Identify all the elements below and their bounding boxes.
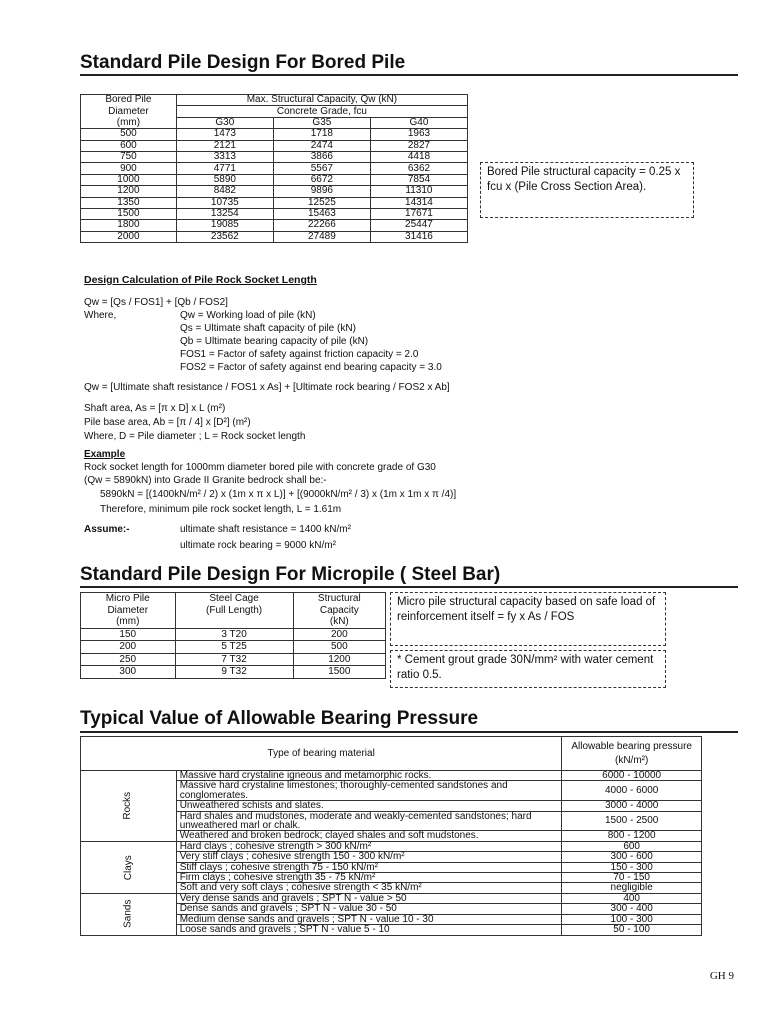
- table-cell: 150: [81, 628, 176, 641]
- table-row: [81, 140, 468, 151]
- table-cell: 750: [81, 151, 177, 162]
- table-cell: 5890: [176, 174, 273, 185]
- value-cell: 100 - 300: [562, 914, 702, 924]
- example-result: Therefore, minimum pile rock socket length, L = 1.61m: [100, 504, 342, 515]
- definition: FOS2 = Factor of safety against end bearing capacity = 3.0: [180, 362, 442, 373]
- value-cell: 1500 - 2500: [562, 811, 702, 831]
- table-row: [81, 641, 386, 654]
- table-cell: 2474: [273, 140, 370, 151]
- material-cell: Firm clays ; cohesive strength 35 - 75 kN/m²: [176, 873, 562, 883]
- header-cell: Capacity: [293, 605, 385, 617]
- value-cell: 300 - 600: [562, 852, 702, 862]
- table-cell: 15463: [273, 208, 370, 219]
- value-cell: 800 - 1200: [562, 831, 702, 841]
- col1-header-line2: Diameter: [81, 106, 177, 117]
- table-cell: 22266: [273, 220, 370, 231]
- header-cell: Structural: [293, 593, 385, 605]
- material-cell: Hard shales and mudstones, moderate and weakly-cemented sandstones; hard unweathered marl or chalk.: [176, 811, 562, 831]
- table-cell: 1350: [81, 197, 177, 208]
- header-cell: (kN): [293, 616, 385, 628]
- table-cell: 4771: [176, 163, 273, 174]
- bored-pile-note: Bored Pile structural capacity = 0.25 x fcu x (Pile Cross Section Area).: [480, 162, 694, 218]
- material-cell: Very dense sands and gravels ; SPT N - value > 50: [176, 893, 562, 903]
- header-cell: [175, 616, 293, 628]
- table-cell: 11310: [370, 186, 467, 197]
- table-cell: 23562: [176, 231, 273, 242]
- header-cell: Steel Cage: [175, 593, 293, 605]
- micropile-title: Standard Pile Design For Micropile ( Steel Bar): [80, 564, 501, 585]
- value-cell: 70 - 150: [562, 873, 702, 883]
- value-cell: 300 - 400: [562, 904, 702, 914]
- value-cell: 6000 - 10000: [562, 771, 702, 781]
- material-cell: Stiff clays ; cohesive strength 75 - 150 kN/m²: [176, 862, 562, 872]
- category-label: Clays: [122, 854, 134, 880]
- assume-value: ultimate shaft resistance = 1400 kN/m²: [180, 524, 351, 535]
- table-row: [81, 231, 468, 242]
- example-label: Example: [84, 449, 126, 460]
- header-cell: (Full Length): [175, 605, 293, 617]
- category-sands: [81, 893, 177, 935]
- title-rule: [80, 731, 738, 733]
- bored-pile-title: Standard Pile Design For Bored Pile: [80, 52, 406, 73]
- material-cell: Loose sands and gravels ; SPT N - value 5 - 10: [176, 925, 562, 935]
- table-cell: 500: [293, 641, 385, 654]
- where-label: Where,: [84, 310, 117, 321]
- value-cell: 3000 - 4000: [562, 801, 702, 811]
- definition: Qs = Ultimate shaft capacity of pile (kN): [180, 323, 356, 334]
- value-cell: 400: [562, 893, 702, 903]
- value-cell: 50 - 100: [562, 925, 702, 935]
- title-rule: [80, 74, 738, 76]
- value-cell: 4000 - 6000: [562, 781, 702, 801]
- table-cell: 4418: [370, 151, 467, 162]
- grade-header: G40: [370, 117, 467, 128]
- table-cell: 1500: [293, 666, 385, 679]
- grout-note: * Cement grout grade 30N/mm² with water cement ratio 0.5.: [390, 650, 666, 688]
- table-cell: 6672: [273, 174, 370, 185]
- material-cell: Hard clays ; cohesive strength > 300 kN/m²: [176, 841, 562, 851]
- material-cell: Soft and very soft clays ; cohesive strength < 35 kN/m²: [176, 883, 562, 893]
- table-cell: 2000: [81, 231, 177, 242]
- table-cell: 9896: [273, 186, 370, 197]
- micropile-note: Micro pile structural capacity based on safe load of reinforcement itself = fy x As / FOS: [390, 592, 666, 646]
- page-number: GH 9: [709, 970, 734, 982]
- table-cell: 10735: [176, 197, 273, 208]
- bearing-pressure-title: Typical Value of Allowable Bearing Pressure: [80, 708, 479, 729]
- material-cell: Massive hard crystaline limestones; thoroughly-cemented sandstones and conglomerates.: [176, 781, 562, 801]
- table-cell: 17671: [370, 208, 467, 219]
- table-cell: 2121: [176, 140, 273, 151]
- table-cell: 6362: [370, 163, 467, 174]
- value-cell: negligible: [562, 883, 702, 893]
- where-d: Where, D = Pile diameter ; L = Rock socket length: [84, 431, 306, 442]
- table-row: [81, 151, 468, 162]
- table-cell: 500: [81, 129, 177, 140]
- table-cell: 14314: [370, 197, 467, 208]
- header-cell: (mm): [81, 616, 176, 628]
- value-cell: 600: [562, 841, 702, 851]
- table-cell: 1718: [273, 129, 370, 140]
- col1-header-line1: Bored Pile: [81, 95, 177, 106]
- table-cell: 9 T32: [175, 666, 293, 679]
- table-row: [81, 163, 468, 174]
- table-row: [81, 666, 386, 679]
- table-cell: 1500: [81, 208, 177, 219]
- sub-header: Concrete Grade, fcu: [176, 106, 467, 117]
- assume-value: ultimate rock bearing = 9000 kN/m²: [180, 540, 336, 551]
- category-label: Sands: [122, 900, 134, 929]
- table-cell: 300: [81, 666, 176, 679]
- table-cell: 2827: [370, 140, 467, 151]
- table-row: [81, 628, 386, 641]
- table-row: [81, 129, 468, 140]
- table-cell: 200: [81, 641, 176, 654]
- table-row: [81, 653, 386, 666]
- base-area: Pile base area, Ab = [π / 4] x [D²] (m²): [84, 417, 251, 428]
- material-cell: Very stiff clays ; cohesive strength 150 - 300 kN/m²: [176, 852, 562, 862]
- table-cell: 19085: [176, 220, 273, 231]
- bearing-pressure-table: [80, 736, 702, 936]
- table-cell: 250: [81, 653, 176, 666]
- category-rocks: [81, 771, 177, 842]
- value-cell: 150 - 300: [562, 862, 702, 872]
- definition: Qw = Working load of pile (kN): [180, 310, 316, 321]
- table-cell: 1200: [81, 186, 177, 197]
- material-cell: Massive hard crystaline igneous and metamorphic rocks.: [176, 771, 562, 781]
- material-cell: Weathered and broken bedrock; clayed shales and soft mudstones.: [176, 831, 562, 841]
- category-clays: [81, 841, 177, 893]
- table-cell: 3313: [176, 151, 273, 162]
- header-value: Allowable bearing pressure (kN/m²): [562, 737, 702, 771]
- example-line: Rock socket length for 1000mm diameter bored pile with concrete grade of G30: [84, 462, 436, 473]
- table-cell: 12525: [273, 197, 370, 208]
- table-cell: 7 T32: [175, 653, 293, 666]
- table-cell: 1200: [293, 653, 385, 666]
- table-cell: 5 T25: [175, 641, 293, 654]
- table-cell: 1800: [81, 220, 177, 231]
- table-row: [81, 197, 468, 208]
- formula-qw: Qw = [Qs / FOS1] + [Qb / FOS2]: [84, 297, 228, 308]
- header-type: Type of bearing material: [81, 737, 562, 771]
- grade-header: G30: [176, 117, 273, 128]
- micropile-table: [80, 592, 386, 679]
- table-cell: 200: [293, 628, 385, 641]
- table-row: [81, 186, 468, 197]
- grade-header: G35: [273, 117, 370, 128]
- rock-socket-title: Design Calculation of Pile Rock Socket Length: [84, 274, 317, 286]
- table-cell: 3 T20: [175, 628, 293, 641]
- category-label: Rocks: [122, 792, 134, 820]
- header-cell: Micro Pile: [81, 593, 176, 605]
- table-cell: 5567: [273, 163, 370, 174]
- col1-header-line3: (mm): [81, 117, 177, 128]
- table-cell: 8482: [176, 186, 273, 197]
- example-calc: 5890kN = [(1400kN/m² / 2) x (1m x π x L)] + [(9000kN/m² / 3) x (1m x 1m x π /4)]: [100, 489, 457, 500]
- definition: Qb = Ultimate bearing capacity of pile (kN): [180, 336, 369, 347]
- example-line: (Qw = 5890kN) into Grade II Granite bedrock shall be:-: [84, 475, 327, 486]
- table-cell: 7854: [370, 174, 467, 185]
- definition: FOS1 = Factor of safety against friction capacity = 2.0: [180, 349, 419, 360]
- table-cell: 1473: [176, 129, 273, 140]
- table-cell: 25447: [370, 220, 467, 231]
- material-cell: Unweathered schists and slates.: [176, 801, 562, 811]
- table-cell: 31416: [370, 231, 467, 242]
- group-header: Max. Structural Capacity, Qw (kN): [176, 95, 467, 106]
- table-cell: 1963: [370, 129, 467, 140]
- table-cell: 13254: [176, 208, 273, 219]
- table-row: [81, 220, 468, 231]
- table-row: [81, 174, 468, 185]
- title-rule: [80, 586, 738, 588]
- material-cell: Dense sands and gravels ; SPT N - value 30 - 50: [176, 904, 562, 914]
- table-cell: 3866: [273, 151, 370, 162]
- table-row: [81, 208, 468, 219]
- table-cell: 27489: [273, 231, 370, 242]
- formula-expanded: Qw = [Ultimate shaft resistance / FOS1 x As] + [Ultimate rock bearing / FOS2 x Ab]: [84, 382, 450, 393]
- shaft-area: Shaft area, As = [π x D] x L (m²): [84, 403, 226, 414]
- bored-pile-table: [80, 94, 468, 243]
- table-cell: 1000: [81, 174, 177, 185]
- table-cell: 900: [81, 163, 177, 174]
- table-cell: 600: [81, 140, 177, 151]
- header-cell: Diameter: [81, 605, 176, 617]
- material-cell: Medium dense sands and gravels ; SPT N - value 10 - 30: [176, 914, 562, 924]
- assume-label: Assume:-: [84, 524, 130, 535]
